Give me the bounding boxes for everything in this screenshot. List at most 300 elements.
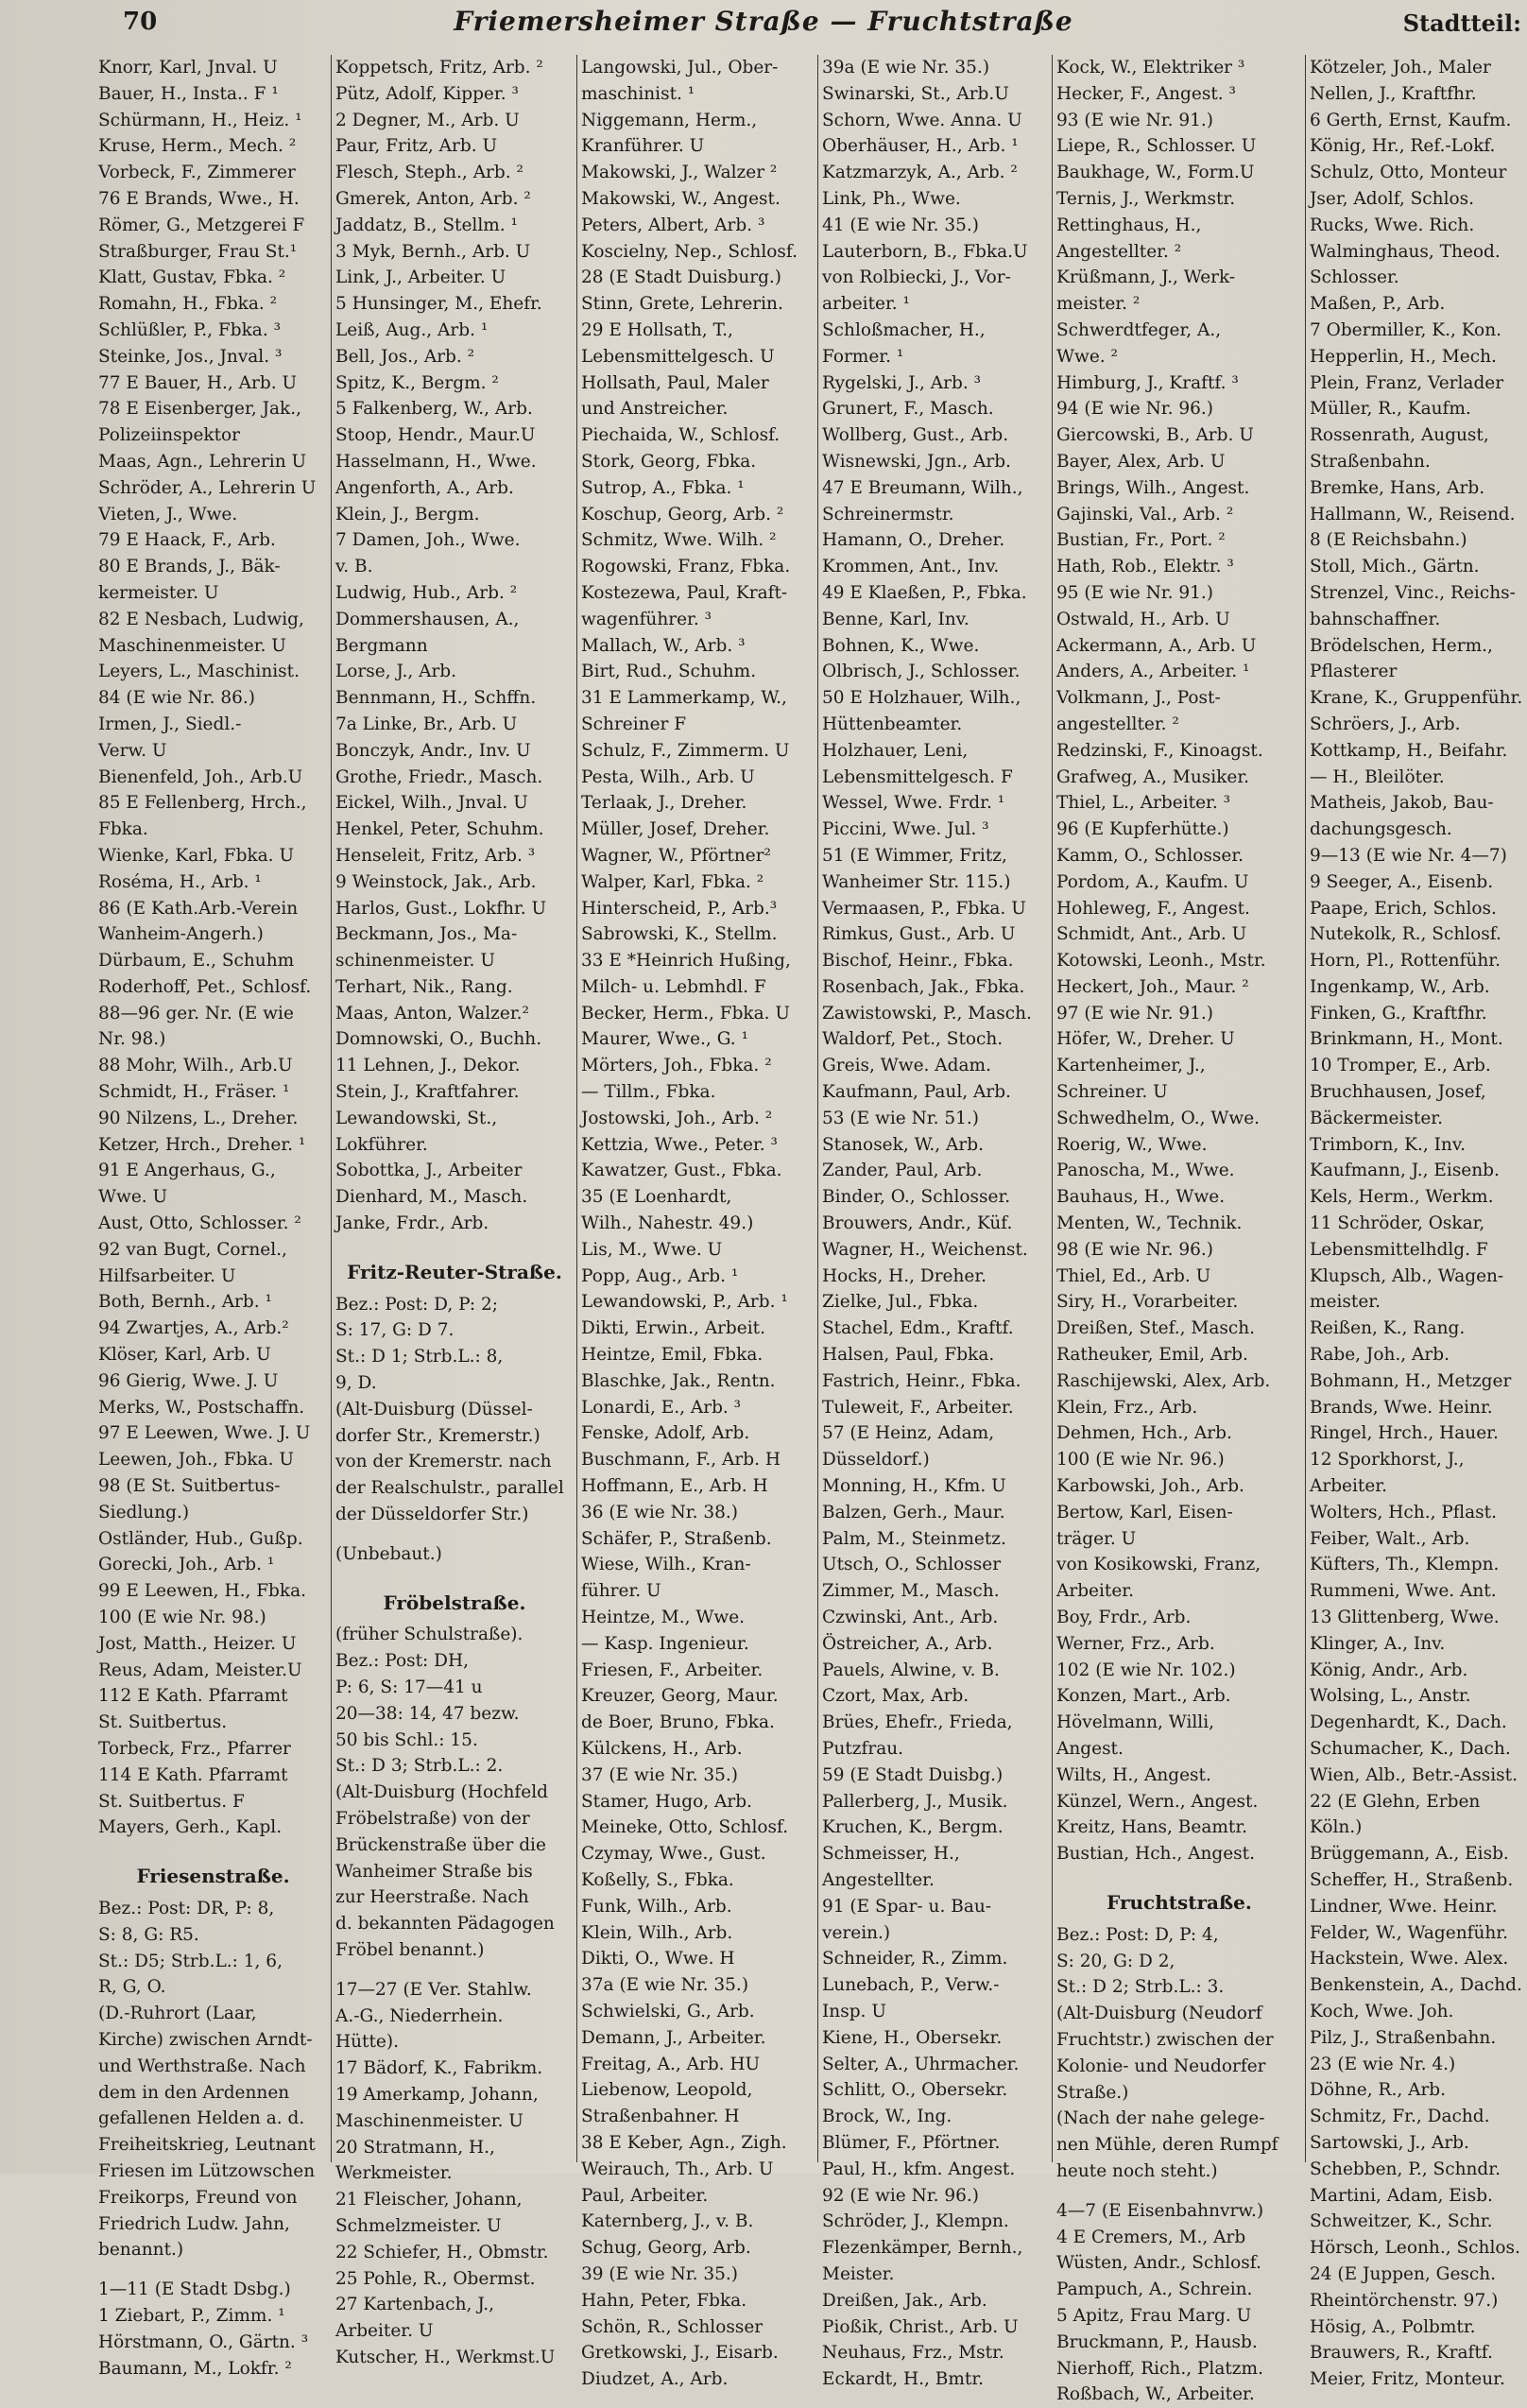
directory-entry: Matheis, Jakob, Bau- bbox=[1310, 793, 1494, 814]
directory-entry: 82 E Nesbach, Ludwig, bbox=[98, 609, 304, 629]
directory-entry: Koppetsch, Fritz, Arb. ² bbox=[335, 58, 543, 77]
directory-entry: gefallenen Helden a. d. bbox=[98, 2108, 305, 2129]
directory-entry: Plein, Franz, Verlader bbox=[1310, 372, 1504, 393]
directory-entry: Kruchen, K., Bergm. bbox=[822, 1817, 1004, 1838]
directory-entry: Schulz, Otto, Monteur bbox=[1310, 163, 1507, 183]
directory-entry: Binder, O., Schlosser. bbox=[822, 1187, 1011, 1208]
directory-entry: Czort, Max, Arb. bbox=[822, 1686, 969, 1707]
directory-entry: Maßen, P., Arb. bbox=[1310, 294, 1446, 315]
directory-entry: 57 (E Heinz, Adam, bbox=[822, 1423, 995, 1444]
directory-entry: Oberhäuser, H., Arb. ¹ bbox=[822, 136, 1019, 157]
directory-entry: Former. ¹ bbox=[822, 346, 904, 367]
directory-entry: Krane, K., Gruppenführ. bbox=[1310, 688, 1523, 709]
directory-entry: Schmidt, Ant., Arb. U bbox=[1056, 924, 1247, 945]
directory-entry: Rucks, Wwe. Rich. bbox=[1310, 215, 1475, 235]
directory-entry: S: 20, G: D 2, bbox=[1056, 1951, 1175, 1971]
directory-entry: Schröers, J., Arb. bbox=[1310, 714, 1461, 734]
directory-entry: 114 E Kath. Pfarramt bbox=[98, 1764, 288, 1785]
directory-entry: d. bekannten Pädagogen bbox=[335, 1914, 555, 1935]
directory-entry: Kötzeler, Joh., Maler bbox=[1310, 58, 1491, 77]
directory-entry: Benne, Karl, Inv. bbox=[822, 609, 969, 629]
directory-entry: 37a (E wie Nr. 35.) bbox=[581, 1975, 749, 1996]
directory-entry: Blümer, F., Pförtner. bbox=[822, 2132, 1001, 2153]
directory-entry: Neuhaus, Frz., Mstr. bbox=[822, 2343, 1004, 2364]
directory-entry: Zander, Paul, Arb. bbox=[822, 1161, 983, 1181]
directory-entry: Terhart, Nik., Rang. bbox=[335, 976, 513, 997]
directory-entry: Dikti, O., Wwe. H bbox=[581, 1949, 735, 1969]
directory-entry: Link, Ph., Wwe. bbox=[822, 188, 961, 209]
directory-entry: Vorbeck, F., Zimmerer bbox=[98, 163, 296, 183]
directory-entry: Lewandowski, St., bbox=[335, 1108, 498, 1128]
directory-entry: Bauhaus, H., Wwe. bbox=[1056, 1187, 1226, 1208]
directory-entry: der Realschulstr., parallel bbox=[335, 1478, 564, 1499]
directory-entry: führer. U bbox=[581, 1581, 661, 1602]
directory-entry: Hamann, O., Dreher. bbox=[822, 530, 1005, 551]
directory-entry: Kotowski, Leonh., Mstr. bbox=[1056, 951, 1266, 972]
directory-entry: S: 8, G: R5. bbox=[98, 1924, 199, 1945]
directory-entry: 79 E Haack, F., Arb. bbox=[98, 530, 276, 551]
directory-entry: (Alt-Duisburg (Düssel- bbox=[335, 1399, 533, 1419]
directory-entry: Hepperlin, H., Mech. bbox=[1310, 346, 1497, 367]
directory-entry: Heintze, Emil, Fbka. bbox=[581, 1345, 764, 1366]
directory-entry: Baumann, M., Lokfr. ² bbox=[98, 2358, 292, 2379]
directory-entry: Bergmann bbox=[335, 635, 428, 656]
directory-entry: Schmelzmeister. U bbox=[335, 2215, 502, 2236]
directory-entry: Straßenbahn. bbox=[1310, 451, 1431, 472]
directory-entry: Klinger, A., Inv. bbox=[1310, 1633, 1446, 1654]
directory-entry: Pauels, Alwine, v. B. bbox=[822, 1660, 1000, 1680]
directory-entry: Lokführer. bbox=[335, 1134, 428, 1155]
directory-entry: Wilh., Nahestr. 49.) bbox=[581, 1213, 754, 1234]
directory-entry: Schreiner. U bbox=[1056, 1082, 1168, 1103]
directory-entry: Kettzia, Wwe., Peter. ³ bbox=[581, 1134, 778, 1155]
directory-entry: 49 E Klaeßen, P., Fbka. bbox=[822, 582, 1027, 603]
directory-entry: Dommershausen, A., bbox=[335, 609, 520, 629]
directory-entry: Friesen, F., Arbeiter. bbox=[581, 1660, 764, 1680]
directory-entry: Krommen, Ant., Inv. bbox=[822, 557, 1000, 577]
directory-entry: Bremke, Hans, Arb. bbox=[1310, 477, 1485, 498]
directory-entry: Boy, Frdr., Arb. bbox=[1056, 1608, 1192, 1628]
directory-entry: Horn, Pl., Rottenführ. bbox=[1310, 951, 1501, 972]
directory-entry: Nutekolk, R., Schlosf. bbox=[1310, 924, 1501, 945]
directory-entry: Swinarski, St., Arb.U bbox=[822, 83, 1009, 104]
directory-entry: 47 E Breumann, Wilh., bbox=[822, 477, 1023, 498]
directory-entry: Grafweg, A., Musiker. bbox=[1056, 766, 1250, 787]
directory-entry: Fenske, Adolf, Arb. bbox=[581, 1423, 750, 1444]
directory-entry: Straßenbahner. H bbox=[581, 2107, 740, 2127]
directory-entry: Klatt, Gustav, Fbka. ² bbox=[98, 267, 286, 288]
directory-entry: Pilz, J., Straßenbahn. bbox=[1310, 2027, 1497, 2048]
directory-entry: Wilts, H., Angest. bbox=[1056, 1764, 1211, 1785]
directory-entry: Hövelmann, Willi, bbox=[1056, 1712, 1214, 1733]
directory-entry: Gretkowski, J., Eisarb. bbox=[581, 2343, 779, 2364]
directory-entry: — Tillm., Fbka. bbox=[581, 1082, 716, 1103]
directory-entry: Vermaasen, P., Fbka. U bbox=[822, 898, 1026, 919]
directory-entry: 22 Schiefer, H., Obmstr. bbox=[335, 2242, 549, 2262]
directory-entry: Brouwers, Andr., Küf. bbox=[822, 1213, 1013, 1234]
directory-entry: 8 (E Reichsbahn.) bbox=[1310, 530, 1467, 551]
directory-entry: 31 E Lammerkamp, W., bbox=[581, 688, 787, 709]
directory-entry: Kawatzer, Gust., Fbka. bbox=[581, 1161, 782, 1181]
directory-entry: meister. ² bbox=[1056, 294, 1141, 315]
directory-entry: 11 Schröder, Oskar, bbox=[1310, 1213, 1485, 1234]
spacer bbox=[98, 1841, 328, 1854]
directory-entry: Piccini, Wwe. Jul. ³ bbox=[822, 819, 989, 840]
directory-entry: Wienke, Karl, Fbka. U bbox=[98, 845, 295, 866]
directory-entry: verein.) bbox=[822, 1922, 891, 1943]
directory-entry: Straße.) bbox=[1056, 2082, 1129, 2103]
directory-entry: Vieten, J., Wwe. bbox=[98, 504, 238, 525]
directory-entry: Gorecki, Joh., Arb. ¹ bbox=[98, 1555, 275, 1575]
directory-entry: Klöser, Karl, Arb. U bbox=[98, 1345, 271, 1366]
directory-entry: Hösig, A., Polbmtr. bbox=[1310, 2316, 1476, 2337]
directory-entry: 25 Pohle, R., Obermst. bbox=[335, 2268, 536, 2289]
directory-entry: Volkmann, J., Post- bbox=[1056, 688, 1221, 709]
directory-entry: Jost, Matth., Heizer. U bbox=[98, 1633, 297, 1654]
directory-entry: 13 Glittenberg, Wwe. bbox=[1310, 1608, 1500, 1628]
directory-entry: 50 bis Schl.: 15. bbox=[335, 1729, 478, 1750]
directory-entry: R, G, O. bbox=[98, 1977, 166, 1998]
directory-entry: Rabe, Joh., Arb. bbox=[1310, 1345, 1450, 1366]
directory-entry: Katernberg, J., v. B. bbox=[581, 2211, 754, 2232]
directory-entry: Martini, Adam, Eisb. bbox=[1310, 2185, 1493, 2206]
directory-entry: Werner, Frz., Arb. bbox=[1056, 1633, 1215, 1654]
directory-entry: (Alt-Duisburg (Neudorf bbox=[1056, 2004, 1262, 2024]
directory-entry: 50 E Holzhauer, Wilh., bbox=[822, 688, 1021, 709]
directory-entry: Stork, Georg, Fbka. bbox=[581, 451, 757, 472]
directory-entry: Fbka. bbox=[98, 819, 148, 840]
directory-entry: Redzinski, F., Kinoagst. bbox=[1056, 740, 1263, 761]
directory-entry: Balzen, Gerh., Maur. bbox=[822, 1502, 1005, 1522]
directory-entry: Bertow, Karl, Eisen- bbox=[1056, 1502, 1233, 1522]
directory-entry: Fröbel benannt.) bbox=[335, 1939, 485, 1960]
directory-entry: Pordom, A., Kaufm. U bbox=[1056, 871, 1249, 892]
directory-entry: S: 17, G: D 7. bbox=[335, 1320, 455, 1341]
directory-entry: Peters, Albert, Arb. ³ bbox=[581, 215, 765, 235]
directory-entry: 94 (E wie Nr. 96.) bbox=[1056, 399, 1214, 420]
directory-entry: Meister. bbox=[822, 2263, 895, 2284]
page-number: 70 bbox=[123, 8, 158, 36]
directory-entry: Schröder, A., Lehrerin U bbox=[98, 477, 317, 498]
directory-entry: 10 Tromper, E., Arb. bbox=[1310, 1056, 1491, 1076]
directory-entry: Schug, Georg, Arb. bbox=[581, 2238, 751, 2259]
directory-entry: Steinke, Jos., Jnval. ³ bbox=[98, 346, 283, 367]
directory-entry: Hohleweg, F., Angest. bbox=[1056, 898, 1250, 919]
directory-entry: Schmeisser, H., bbox=[822, 1844, 960, 1865]
spacer bbox=[335, 1568, 574, 1581]
directory-entry: Panoscha, M., Wwe. bbox=[1056, 1161, 1235, 1181]
directory-entry: Bayer, Alex, Arb. U bbox=[1056, 451, 1226, 472]
column-4 bbox=[817, 55, 1052, 2390]
directory-entry: Menten, W., Technik. bbox=[1056, 1213, 1243, 1234]
directory-entry: Werkmeister. bbox=[335, 2163, 453, 2184]
directory-entry: 97 E Leewen, Wwe. J. U bbox=[98, 1423, 311, 1444]
directory-entry: Fastrich, Heinr., Fbka. bbox=[822, 1370, 1021, 1391]
directory-entry: Tuleweit, F., Arbeiter. bbox=[822, 1397, 1014, 1418]
directory-entry: Bäckermeister. bbox=[1310, 1108, 1443, 1128]
directory-entry: Flesch, Steph., Arb. ² bbox=[335, 163, 523, 183]
directory-entry: Liepe, R., Schlosser. U bbox=[1056, 136, 1257, 157]
directory-entry: Dienhard, M., Masch. bbox=[335, 1187, 528, 1208]
directory-entry: Wessel, Wwe. Frdr. ¹ bbox=[822, 793, 1005, 814]
directory-entry: Schön, R., Schlosser bbox=[581, 2316, 764, 2337]
directory-entry: Hocks, H., Dreher. bbox=[822, 1265, 987, 1286]
directory-entry: Paul, H., kfm. Angest. bbox=[822, 2159, 1016, 2179]
directory-entry: 1 Ziebart, P., Zimm. ¹ bbox=[98, 2305, 285, 2326]
directory-entry: Pallerberg, J., Musik. bbox=[822, 1791, 1008, 1812]
directory-entry: Stoop, Hendr., Maur.U bbox=[335, 425, 536, 446]
directory-entry: Schumacher, K., Dach. bbox=[1310, 1739, 1511, 1759]
directory-entry: — H., Bleilöter. bbox=[1310, 766, 1445, 787]
directory-entry: St.: D 1; Strb.L.: 8, bbox=[335, 1347, 504, 1367]
directory-entry: Külckens, H., Arb. bbox=[581, 1739, 743, 1759]
directory-entry: Hecker, F., Angest. ³ bbox=[1056, 83, 1236, 104]
directory-entry: Palm, M., Steinmetz. bbox=[822, 1528, 1006, 1549]
directory-entry: St.: D 3; Strb.L.: 2. bbox=[335, 1756, 504, 1777]
directory-entry: Harlos, Gust., Lokfhr. U bbox=[335, 898, 547, 919]
columns bbox=[94, 55, 1527, 2405]
directory-entry: bahnschaffner. bbox=[1310, 609, 1441, 629]
directory-entry: Wolsing, L., Anstr. bbox=[1310, 1686, 1471, 1707]
directory-entry: Popp, Aug., Arb. ¹ bbox=[581, 1265, 739, 1286]
street-heading: Fruchtstraße. bbox=[1107, 1890, 1252, 1914]
directory-entry: Sartowski, J., Arb. bbox=[1310, 2132, 1469, 2153]
directory-entry: Rummeni, Wwe. Ant. bbox=[1310, 1581, 1497, 1602]
directory-entry: 5 Apitz, Frau Marg. U bbox=[1056, 2305, 1252, 2326]
directory-entry: Maschinenmeister. U bbox=[335, 2110, 523, 2131]
spacer bbox=[335, 1964, 574, 1977]
directory-entry: Ratheuker, Emil, Arb. bbox=[1056, 1345, 1248, 1366]
directory-entry: Finken, G., Kraftfhr. bbox=[1310, 1003, 1487, 1023]
directory-entry: Weirauch, Th., Arb. U bbox=[581, 2159, 774, 2179]
directory-entry: Schlüßler, P., Fbka. ³ bbox=[98, 319, 282, 340]
directory-entry: Greis, Wwe. Adam. bbox=[822, 1056, 991, 1076]
street-heading: Fritz-Reuter-Straße. bbox=[347, 1260, 562, 1283]
directory-entry: Czwinski, Ant., Arb. bbox=[822, 1608, 999, 1628]
directory-entry: Rogowski, Franz, Fbka. bbox=[581, 557, 791, 577]
directory-entry: Heintze, M., Wwe. bbox=[581, 1608, 746, 1628]
directory-entry: 23 (E wie Nr. 4.) bbox=[1310, 2054, 1456, 2074]
directory-entry: Koßelly, S., Fbka. bbox=[581, 1869, 734, 1890]
directory-entry: Becker, Herm., Fbka. U bbox=[581, 1003, 791, 1023]
directory-entry: 3 Myk, Bernh., Arb. U bbox=[335, 241, 531, 262]
directory-entry: Torbeck, Frz., Pfarrer bbox=[98, 1739, 291, 1759]
directory-entry: angestellter. ² bbox=[1056, 714, 1179, 734]
street-heading: Friesenstraße. bbox=[136, 1865, 290, 1888]
directory-entry: von der Kremerstr. nach bbox=[335, 1452, 552, 1472]
directory-entry: Putzfrau. bbox=[822, 1739, 904, 1759]
directory-entry: Ostwald, H., Arb. U bbox=[1056, 609, 1230, 629]
directory-entry: 2 Degner, M., Arb. U bbox=[335, 110, 520, 130]
directory-entry: Siry, H., Vorarbeiter. bbox=[1056, 1292, 1239, 1313]
directory-entry: Pioßik, Christ., Arb. U bbox=[822, 2316, 1019, 2337]
directory-entry: schinenmeister. U bbox=[335, 951, 495, 972]
section-marker: Stadtteil: bbox=[1402, 9, 1521, 37]
directory-entry: 20—38: 14, 47 bezw. bbox=[335, 1703, 520, 1724]
directory-entry: Kolonie- und Neudorfer bbox=[1056, 2055, 1266, 2076]
directory-entry: Nellen, J., Kraftfhr. bbox=[1310, 83, 1477, 104]
directory-entry: 102 (E wie Nr. 102.) bbox=[1056, 1660, 1236, 1680]
directory-entry: Kiene, H., Obersekr. bbox=[822, 2027, 1003, 2048]
directory-entry: Schreinermstr. bbox=[822, 504, 954, 525]
directory-entry: Leewen, Joh., Fbka. U bbox=[98, 1450, 295, 1471]
directory-entry: Sobottka, J., Arbeiter bbox=[335, 1161, 523, 1181]
directory-entry: Czymay, Wwe., Gust. bbox=[581, 1844, 766, 1865]
directory-entry: von Kosikowski, Franz, bbox=[1056, 1555, 1261, 1575]
directory-entry: Kels, Herm., Werkm. bbox=[1310, 1187, 1494, 1208]
directory-entry: 90 Nilzens, L., Dreher. bbox=[98, 1108, 299, 1128]
directory-entry: Fröbelstraße) von der bbox=[335, 1809, 530, 1829]
directory-entry: Schloßmacher, H., bbox=[822, 319, 986, 340]
directory-entry: Konzen, Mart., Arb. bbox=[1056, 1686, 1231, 1707]
directory-entry: Wagner, W., Pförtner² bbox=[581, 845, 771, 866]
directory-entry: Bischof, Heinr., Fbka. bbox=[822, 951, 1014, 972]
directory-entry: König, Hr., Ref.-Lokf. bbox=[1310, 136, 1496, 157]
directory-entry: 93 (E wie Nr. 91.) bbox=[1056, 110, 1214, 130]
directory-entry: Pesta, Wilh., Arb. U bbox=[581, 766, 755, 787]
directory-entry: Römer, G., Metzgerei F bbox=[98, 215, 305, 235]
directory-entry: Halsen, Paul, Fbka. bbox=[822, 1345, 995, 1366]
directory-entry: Utsch, O., Schlosser bbox=[822, 1555, 1002, 1575]
directory-entry: Henkel, Peter, Schuhm. bbox=[335, 819, 544, 840]
directory-entry: Irmen, J., Siedl.- bbox=[98, 714, 242, 734]
directory-entry: Thiel, Ed., Arb. U bbox=[1056, 1265, 1211, 1286]
directory-entry: träger. U bbox=[1056, 1528, 1137, 1549]
spacer bbox=[1056, 1867, 1302, 1881]
directory-entry: Karbowski, Joh., Arb. bbox=[1056, 1476, 1244, 1497]
directory-entry: von Rolbiecki, J., Vor- bbox=[822, 267, 1011, 288]
directory-entry: Sabrowski, K., Stellm. bbox=[581, 924, 778, 945]
directory-entry: Walminghaus, Theod. bbox=[1310, 241, 1501, 262]
directory-entry: Freikorps, Freund von bbox=[98, 2187, 298, 2208]
directory-entry: (früher Schulstraße). bbox=[335, 1625, 523, 1645]
directory-entry: Roerig, W., Wwe. bbox=[1056, 1134, 1208, 1155]
directory-entry: Walper, Karl, Fbka. ² bbox=[581, 871, 764, 892]
directory-entry: Hasselmann, H., Wwe. bbox=[335, 451, 537, 472]
directory-entry: 11 Lehnen, J., Dekor. bbox=[335, 1056, 521, 1076]
directory-entry: Brinkmann, H., Mont. bbox=[1310, 1029, 1503, 1050]
directory-entry: Lonardi, E., Arb. ³ bbox=[581, 1397, 742, 1418]
directory-entry: und Werthstraße. Nach bbox=[98, 2055, 306, 2076]
directory-entry: Roderhoff, Pet., Schlosf. bbox=[98, 976, 312, 997]
directory-entry: Wagner, H., Weichenst. bbox=[822, 1239, 1028, 1260]
directory-entry: 39a (E wie Nr. 35.) bbox=[822, 58, 990, 77]
directory-entry: 112 E Kath. Pfarramt bbox=[98, 1686, 288, 1707]
directory-entry: Bez.: Post: D, P: 4, bbox=[1056, 1924, 1219, 1945]
directory-entry: Koschup, Georg, Arb. ² bbox=[581, 504, 784, 525]
directory-entry: Hollsath, Paul, Maler bbox=[581, 372, 769, 393]
directory-entry: Arbeiter. bbox=[1056, 1581, 1134, 1602]
directory-entry: Spitz, K., Bergm. ² bbox=[335, 372, 499, 393]
directory-entry: 19 Amerkamp, Johann, bbox=[335, 2084, 539, 2105]
directory-entry: heute noch steht.) bbox=[1056, 2160, 1218, 2181]
directory-entry: Bennmann, H., Schffn. bbox=[335, 688, 537, 709]
directory-entry: Stinn, Grete, Lehrerin. bbox=[581, 294, 783, 315]
directory-entry: Demann, J., Arbeiter. bbox=[581, 2027, 766, 2048]
directory-entry: Ternis, J., Werkmstr. bbox=[1056, 188, 1236, 209]
directory-entry: Hörstmann, O., Gärtn. ³ bbox=[98, 2331, 309, 2352]
directory-entry: Schwielski, G., Arb. bbox=[581, 2001, 755, 2021]
directory-entry: Kranführer. U bbox=[581, 136, 705, 157]
directory-entry: Dürbaum, E., Schuhm bbox=[98, 951, 295, 972]
directory-entry: Lebensmittelgesch. U bbox=[581, 346, 775, 367]
directory-entry: Dehmen, Hch., Arb. bbox=[1056, 1423, 1232, 1444]
directory-entry: Kamm, O., Schlosser. bbox=[1056, 845, 1244, 866]
directory-entry: Katzmarzyk, A., Arb. ² bbox=[822, 163, 1018, 183]
directory-entry: Reus, Adam, Meister.U bbox=[98, 1660, 302, 1680]
directory-entry: Angest. bbox=[1056, 1739, 1124, 1759]
directory-entry: 33 E *Heinrich Hußing, bbox=[581, 951, 791, 972]
directory-entry: Wanheim-Angerh.) bbox=[98, 924, 264, 945]
directory-entry: Angestellter. ² bbox=[1056, 241, 1182, 262]
directory-entry: Schmidt, H., Fräser. ¹ bbox=[98, 1082, 290, 1103]
directory-entry: 78 E Eisenberger, Jak., bbox=[98, 399, 301, 420]
directory-entry: nen Mühle, deren Rumpf bbox=[1056, 2135, 1278, 2156]
directory-entry: Kottkamp, H., Beifahr. bbox=[1310, 740, 1508, 761]
directory-entry: Olbrisch, J., Schlosser. bbox=[822, 662, 1021, 682]
directory-entry: Bustian, Hch., Angest. bbox=[1056, 1844, 1255, 1865]
directory-entry: 100 (E wie Nr. 98.) bbox=[98, 1608, 266, 1628]
directory-entry: Strenzel, Vinc., Reichs- bbox=[1310, 582, 1516, 603]
directory-entry: Klupsch, Alb., Wagen- bbox=[1310, 1265, 1504, 1286]
directory-entry: 97 (E wie Nr. 91.) bbox=[1056, 1003, 1214, 1023]
directory-entry: 9, D. bbox=[335, 1373, 377, 1394]
directory-entry: Flezenkämper, Bernh., bbox=[822, 2238, 1023, 2259]
directory-entry: Funk, Wilh., Arb. bbox=[581, 1896, 732, 1917]
column-1 bbox=[94, 55, 331, 2379]
directory-entry: 85 E Fellenberg, Hrch., bbox=[98, 793, 307, 814]
directory-entry: Brödelschen, Herm., bbox=[1310, 635, 1493, 656]
directory-entry: 7 Damen, Joh., Wwe. bbox=[335, 530, 521, 551]
directory-entry: Henseleit, Fritz, Arb. ³ bbox=[335, 845, 536, 866]
directory-entry: Ketzer, Hrch., Dreher. ¹ bbox=[98, 1134, 306, 1155]
directory-entry: 21 Fleischer, Johann, bbox=[335, 2190, 523, 2210]
directory-entry: Rimkus, Gust., Arb. U bbox=[822, 924, 1016, 945]
directory-entry: Bohmann, H., Metzger bbox=[1310, 1370, 1512, 1391]
directory-entry: dem in den Ardennen bbox=[98, 2082, 290, 2103]
directory-entry: 20 Stratmann, H., bbox=[335, 2137, 495, 2158]
directory-entry: Schürmann, H., Heiz. ¹ bbox=[98, 110, 302, 130]
directory-entry: Wanheimer Straße bis bbox=[335, 1861, 533, 1882]
directory-entry: dorfer Str., Kremerstr.) bbox=[335, 1425, 540, 1446]
directory-entry: 88—96 ger. Nr. (E wie bbox=[98, 1003, 294, 1023]
directory-entry: 7 Obermiller, K., Kon. bbox=[1310, 319, 1501, 340]
directory-entry: Nr. 98.) bbox=[98, 1029, 166, 1050]
directory-entry: Wollberg, Gust., Arb. bbox=[822, 425, 1009, 446]
directory-entry: Paape, Erich, Schlos. bbox=[1310, 898, 1497, 919]
directory-entry: Wanheimer Str. 115.) bbox=[822, 871, 1011, 892]
directory-entry: 1—11 (E Stadt Dsbg.) bbox=[98, 2279, 291, 2300]
directory-entry: 38 E Keber, Agn., Zigh. bbox=[581, 2132, 787, 2153]
directory-entry: A.-G., Niederrhein. bbox=[335, 2005, 504, 2026]
directory-entry: St. Suitbertus. bbox=[98, 1712, 228, 1733]
directory-entry: 35 (E Loenhardt, bbox=[581, 1187, 732, 1208]
directory-entry: Felder, W., Wagenführ. bbox=[1310, 1922, 1508, 1943]
directory-entry: zur Heerstraße. Nach bbox=[335, 1887, 529, 1908]
directory-entry: Brüggemann, A., Eisb. bbox=[1310, 1844, 1509, 1865]
directory-entry: Küfters, Th., Klempn. bbox=[1310, 1555, 1500, 1575]
directory-entry: Brings, Wilh., Angest. bbox=[1056, 477, 1250, 498]
directory-entry: Lauterborn, B., Fbka.U bbox=[822, 241, 1028, 262]
directory-entry: Eickel, Wilh., Jnval. U bbox=[335, 793, 528, 814]
directory-entry: wagenführer. ³ bbox=[581, 609, 712, 629]
directory-entry: Grunert, F., Masch. bbox=[822, 399, 994, 420]
directory-entry: de Boer, Bruno, Fbka. bbox=[581, 1712, 775, 1733]
directory-entry: — Kasp. Ingenieur. bbox=[581, 1633, 749, 1654]
directory-entry: dachungsgesch. bbox=[1310, 819, 1452, 840]
directory-entry: Fruchtstr.) zwischen der bbox=[1056, 2029, 1274, 2050]
directory-entry: Brückenstraße über die bbox=[335, 1834, 546, 1855]
